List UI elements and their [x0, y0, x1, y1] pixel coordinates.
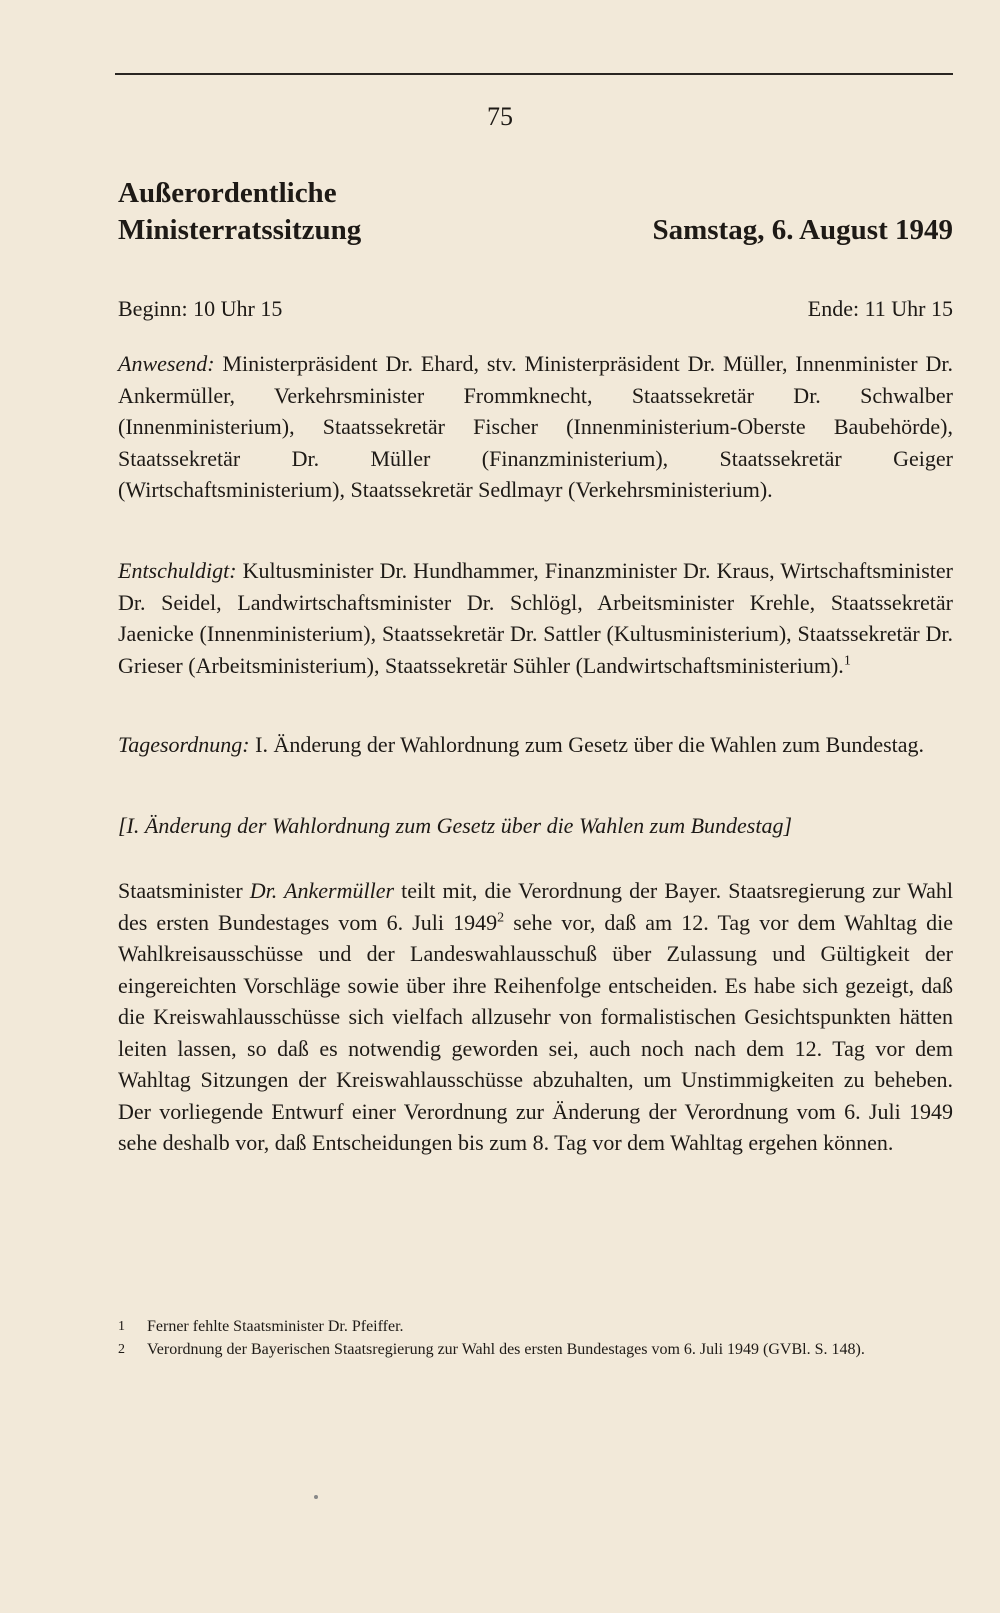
end-time: Ende: 11 Uhr 15 [807, 296, 953, 321]
header-rule [115, 73, 953, 75]
agenda-text: I. Änderung der Wahlordnung zum Gesetz über die Wahlen zum Bundestag. [255, 732, 925, 757]
body-text-a: teilt mit, die Verordnung der Bayer. Staatsregierung zur Wahl des ersten Bundestages vom 6. Juli 1949 [118, 878, 953, 935]
ink-speck [314, 1495, 318, 1499]
begin-time: Beginn: 10 Uhr 15 [118, 296, 283, 321]
session-heading [118, 175, 953, 249]
present-label: Anwesend: [118, 351, 215, 376]
agenda-label: Tagesordnung: [118, 732, 250, 757]
footnote-number: 2 [118, 1342, 125, 1357]
section-body [118, 875, 953, 1159]
title-line-2: Ministerratssitzung [118, 214, 362, 246]
footnote-1 [118, 1316, 953, 1338]
footnote-number: 1 [118, 1319, 125, 1334]
body-text-b: sehe vor, daß am 12. Tag vor dem Wahltag die Wahlkreisausschüsse und der Landeswahlausschuß über Zulassung und Gültigkeit der eingereichten Vorschläge sowie über ihre Reihenfolge entscheiden. Es habe sich gezeigt, daß die Kreiswahlausschüsse sich vielfach allzusehr von formalistischen Gesichtspunkten hätten leiten lassen, so daß es notwendig geworden sei, auch noch nach dem 12. Tag vor dem Wahltag Sitzungen der Kreiswahlausschüsse abzuhalten, um Unstimmigkeiten zu beheben. Der vorliegende Entwurf einer Verordnung zur Änderung der Verordnung vom 6. Juli 1949 sehe deshalb vor, daß Entscheidungen bis zum 8. Tag vor dem Wahltag ergehen können. [118, 909, 953, 1155]
session-times [118, 295, 953, 323]
footnote-ref-1: 1 [843, 653, 851, 669]
session-date: Samstag, 6. August 1949 [652, 214, 953, 246]
present-paragraph [118, 348, 953, 506]
present-list: Ministerpräsident Dr. Ehard, stv. Ministerpräsident Dr. Müller, Innenminister Dr. Ankermüller, Verkehrsminister Frommknecht, Staatssekretär Dr. Schwalber (Innenministerium), Staatssekretär Fischer (Innenministerium-Oberste Baubehörde), Staatssekretär Dr. Müller (Finanzministerium), Staatssekretär Geiger (Wirtschaftsministerium), Staatssekretär Sedlmayr (Verkehrsministerium). [118, 351, 953, 502]
footnote-2 [118, 1339, 953, 1361]
speaker-name: Dr. Ankermüller [249, 878, 395, 903]
title-line-1: Außerordentliche [118, 177, 337, 209]
section-heading: [I. Änderung der Wahlordnung zum Gesetz über die Wahlen zum Bundestag] [118, 813, 793, 838]
excused-paragraph [118, 555, 953, 681]
excused-label: Entschuldigt: [118, 558, 237, 583]
excused-list: Kultusminister Dr. Hundhammer, Finanzminister Dr. Kraus, Wirtschaftsminister Dr. Seidel, Landwirtschaftsminister Dr. Schlögl, Arbeitsminister Krehle, Staatssekretär Jaenicke (Innenministerium), Staatssekretär Dr. Sattler (Kultusministerium), Staatssekretär Dr. Grieser (Arbeitsministerium), Staatssekretär Sühler (Landwirtschaftsministerium). [118, 558, 953, 678]
footnote-ref-2: 2 [497, 910, 505, 926]
speaker-prefix: Staatsminister [118, 878, 243, 903]
footnote-text: Verordnung der Bayerischen Staatsregierung zur Wahl des ersten Bundestages vom 6. Juli 1949 (GVBl. S. 148). [147, 1341, 865, 1358]
agenda-paragraph [118, 729, 953, 761]
page-number: 75 [487, 102, 513, 131]
footnote-text: Ferner fehlte Staatsminister Dr. Pfeiffer. [147, 1318, 404, 1335]
